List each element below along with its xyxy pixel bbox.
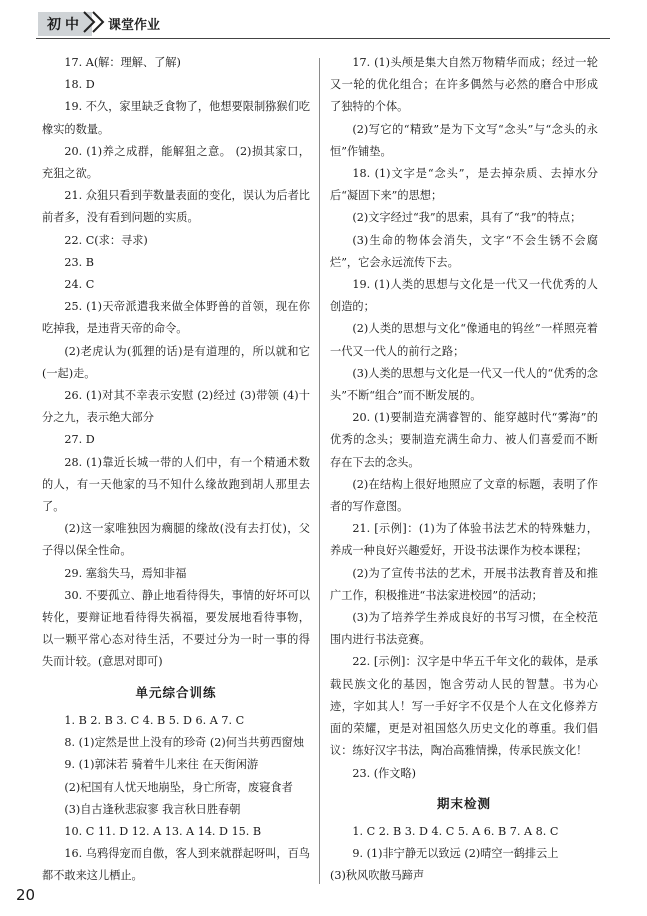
answer-paragraph: 16. 乌鸦得宠而自傲，客人到来就群起呀叫，百鸟都不敢来这儿栖止。	[42, 847, 310, 883]
answer-paragraph: (2)人类的思想与文化“像通电的钨丝”一样照亮着一代又一代人的前行之路；	[330, 322, 598, 358]
answer-paragraph: 18. (1)文字是“念头”，是去掉杂质、去掉水分后“凝固下来”的思想；	[330, 167, 598, 203]
left-column	[42, 52, 310, 888]
section-heading: 期末检测	[436, 795, 491, 811]
answer-paragraph: 23. (作文略)	[352, 766, 417, 780]
header-rule	[36, 38, 610, 39]
answer-paragraph: (3)生命的物体会消失，文字“不会生锈不会腐烂”，它会永远流传下去。	[330, 233, 598, 269]
answer-paragraph: 9. (1)非宁静无以致远 (2)晴空一鹤排云上	[352, 847, 559, 861]
answer-paragraph: (2)这一家唯独因为瘸腿的缘故(没有去打仗)，父子得以保全性命。	[42, 522, 310, 558]
section-heading: 单元综合训练	[135, 684, 217, 700]
answer-paragraph: (3)秋风吹散马蹄声	[330, 869, 425, 883]
answer-paragraph: (3)人类的思想与文化是一代又一代人的“优秀的念头”不断“组合”而不断发展的。	[330, 366, 598, 403]
answer-paragraph: (3)为了培养学生养成良好的书写习惯，在全校范围内进行书法竞赛。	[330, 611, 598, 647]
answer-paragraph: (2)在结构上很好地照应了文章的标题，表明了作者的写作意图。	[330, 477, 598, 514]
answer-paragraph: 22. C(求：寻求)	[64, 233, 148, 247]
answer-paragraph: 20. (1)养之成群，能解狙之意。 (2)损其家口，充狙之欲。	[42, 144, 310, 181]
grade-label: 初中	[38, 12, 92, 36]
answer-paragraph: 17. A(解：理解、了解)	[64, 56, 181, 69]
page-header	[0, 0, 647, 44]
answer-paragraph: (2)文字经过“我”的思索，具有了“我”的特点；	[352, 211, 582, 225]
series-title: 课堂作业	[108, 18, 161, 33]
answer-paragraph: (2)写它的“精致”是为下文写“念头”与“念头的永恒”作铺垫。	[330, 122, 598, 158]
answer-paragraph: 1. B 2. B 3. C 4. B 5. D 6. A 7. C	[64, 713, 245, 727]
answer-paragraph: 22. [示例]：汉字是中华五千年文化的载体，是承载民族文化的基因，饱含劳动人民的智慧。书为心迹，字如其人！写一手好字不仅是个人在文化修养方面的荣耀，更是对祖国悠久历史文化的尊重。我们倡议：练好汉字书法，陶冶高雅情操，传承民族文化！	[330, 655, 598, 758]
answer-paragraph: 23. B	[64, 255, 94, 269]
answer-paragraph: (3)自古逢秋悲寂寥 我言秋日胜春朝	[64, 802, 241, 816]
answer-paragraph: 17. (1)头颅是集大自然万物精华而成；经过一轮又一轮的优化组合；在许多偶然与必然的磨合中形成了独特的个体。	[330, 56, 598, 114]
answer-paragraph: (2)老虎认为(狐狸的话)是有道理的，所以就和它(一起)走。	[42, 344, 310, 380]
answer-paragraph: 18. D	[64, 78, 95, 92]
double-chevron-icon	[82, 10, 108, 34]
answer-paragraph: 24. C	[64, 278, 95, 292]
answer-paragraph: 21. [示例]：(1)为了体验书法艺术的特殊魅力，养成一种良好兴趣爱好，开设书法课作为校本课程；	[330, 522, 598, 558]
answer-paragraph: 9. (1)郭沫若 骑着牛儿来往 在天街闲游	[64, 758, 259, 772]
answer-paragraph: 20. (1)要制造充满睿智的、能穿越时代“雾海”的优秀的念头；要制造充满生命力、被人们喜爱而不断存在下去的念头。	[330, 411, 598, 469]
right-column	[330, 52, 598, 888]
answer-paragraph: 8. (1)定然是世上没有的珍奇 (2)何当共剪西窗烛	[64, 736, 305, 750]
page-number: 20	[16, 886, 36, 904]
answer-paragraph: 27. D	[64, 433, 95, 447]
answer-paragraph: 28. (1)靠近长城一带的人们中，有一个精通术数的人，有一天他家的马不知什么缘故跑到胡人那里去了。	[42, 455, 310, 514]
answer-paragraph: 26. (1)对其不幸表示安慰 (2)经过 (3)带领 (4)十分之九，表示绝大部分	[42, 389, 310, 425]
answer-paragraph: 29. 塞翁失马，焉知非福	[64, 566, 187, 580]
answer-paragraph: 25. (1)天帝派遣我来做全体野兽的首领，现在你吃掉我，是违背天帝的命令。	[42, 300, 310, 336]
answer-paragraph: (2)杞国有人忧天地崩坠，身亡所寄，废寝食者	[64, 780, 293, 794]
answer-paragraph: (2)为了宣传书法的艺术，开展书法教育普及和推广工作，积极推进“书法家进校园”的活动；	[330, 566, 598, 602]
answer-paragraph: 30. 不要孤立、静止地看待得失，事情的好坏可以转化，要辩证地看待得失祸福，要发展地看待事物，以一颗平常心态对待生活，不要过分为一时一事的得失而计较。(意思对即可)	[42, 588, 310, 669]
answer-paragraph: 10. C 11. D 12. A 13. A 14. D 15. B	[64, 824, 262, 838]
answer-paragraph: 21. 众狙只看到芋数量表面的变化，误认为后者比前者多，没有看到问题的实质。	[42, 189, 310, 225]
answer-paragraph: 19. 不久，家里缺乏食物了，他想要限制猕猴们吃橡实的数量。	[42, 100, 310, 136]
answer-paragraph: 19. (1)人类的思想与文化是一代又一代优秀的人创造的；	[330, 278, 598, 314]
column-divider	[319, 58, 320, 884]
answer-paragraph: 1. C 2. B 3. D 4. C 5. A 6. B 7. A 8. C	[352, 824, 559, 838]
